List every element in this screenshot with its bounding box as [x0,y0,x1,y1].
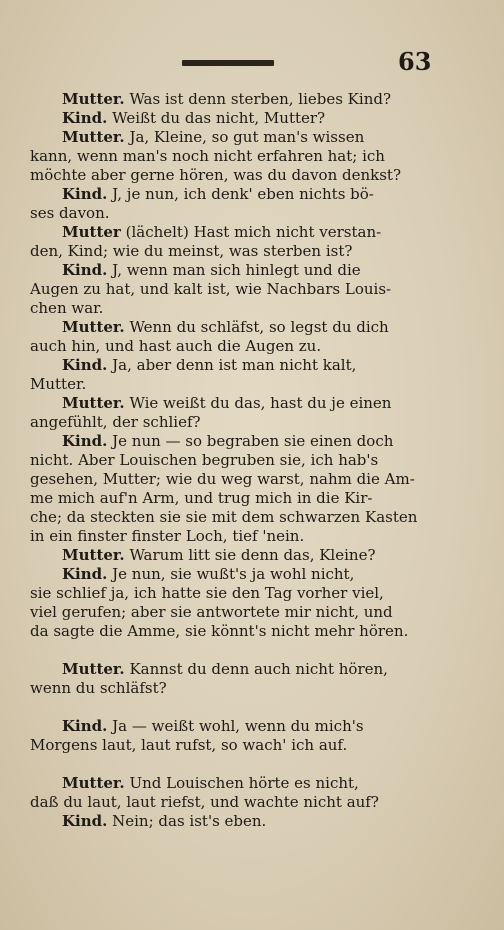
text-line [30,413,430,432]
line-text: Kannst du denn auch nicht hören, [124,660,388,678]
text-line [30,717,430,736]
line-text: viel gerufen; aber sie antwortete mir nicht, und [30,603,393,621]
text-line [30,793,430,812]
speaker-label: Mutter. [62,774,125,792]
text-line [30,470,430,489]
speaker-label: Mutter. [62,90,125,108]
line-text: auch hin, und hast auch die Augen zu. [30,337,322,355]
text-line [30,584,430,603]
speaker-label: Kind. [62,812,108,830]
text-line [30,660,430,679]
page-number: 63 [398,47,432,76]
line-text: Weißt du das nicht, Mutter? [107,109,326,127]
text-line [30,565,430,584]
line-text: den, Kind; wie du meinst, was sterben ist? [30,242,353,260]
line-text: möchte aber gerne hören, was du davon denkst? [30,166,401,184]
line-text: Was ist denn sterben, liebes Kind? [124,90,391,108]
text-line [30,489,430,508]
line-text: Ja, aber denn ist man nicht kalt, [107,356,357,374]
line-text: da sagte die Amme, sie könnt's nicht mehr hören. [30,622,409,640]
line-text: Ja, Kleine, so gut man's wissen [124,128,365,146]
line-text: ses davon. [30,204,110,222]
line-text: Wenn du schläfst, so legst du dich [124,318,389,336]
line-text: in ein finster finster Loch, tief 'nein. [30,527,305,545]
text-line [30,774,430,793]
line-text: J, je nun, ich denk' eben nichts bö- [107,185,374,203]
text-line [30,280,430,299]
text-line [30,109,430,128]
line-text: me mich auf'n Arm, und trug mich in die Kir- [30,489,373,507]
text-line [30,603,430,622]
line-text: Augen zu hat, und kalt ist, wie Nachbars Louis- [30,280,392,298]
speaker-label: Kind. [62,717,108,735]
line-text: Ja — weißt wohl, wenn du mich's [107,717,364,735]
speaker-label: Mutter. [62,318,125,336]
paragraph-gap [30,698,430,717]
line-text: J, wenn man sich hinlegt und die [107,261,361,279]
text-line [30,318,430,337]
text-line [30,508,430,527]
text-line [30,546,430,565]
line-text: wenn du schläfst? [30,679,167,697]
line-text: angefühlt, der schlief? [30,413,201,431]
text-line [30,204,430,223]
speaker-label: Kind. [62,185,108,203]
line-text: kann, wenn man's noch nicht erfahren hat; ich [30,147,385,165]
speaker-label: Kind. [62,432,108,450]
speaker-label: Mutter. [62,546,125,564]
line-text: Morgens laut, laut rufst, so wach' ich auf. [30,736,348,754]
speaker-label: Mutter [62,223,121,241]
speaker-label: Kind. [62,356,108,374]
text-line [30,166,430,185]
text-line [30,736,430,755]
text-line [30,812,430,831]
line-text: (lächelt) Hast mich nicht verstan- [120,223,382,241]
text-line [30,679,430,698]
text-line [30,90,430,109]
line-text: che; da steckten sie sie mit dem schwarzen Kasten [30,508,418,526]
speaker-label: Mutter. [62,394,125,412]
line-text: gesehen, Mutter; wie du weg warst, nahm die Am- [30,470,415,488]
text-line [30,299,430,318]
text-line [30,451,430,470]
speaker-label: Kind. [62,261,108,279]
text-line [30,261,430,280]
text-line [30,242,430,261]
line-text: chen war. [30,299,104,317]
dialogue-text-block [30,90,430,831]
line-text: nicht. Aber Louischen begruben sie, ich hab's [30,451,379,469]
text-line [30,432,430,451]
text-line [30,394,430,413]
line-text: Mutter. [30,375,87,393]
text-line [30,337,430,356]
speaker-label: Kind. [62,109,108,127]
line-text: sie schlief ja, ich hatte sie den Tag vorher viel, [30,584,384,602]
line-text: Je nun, sie wußt's ja wohl nicht, [107,565,355,583]
line-text: Wie weißt du das, hast du je einen [124,394,392,412]
line-text: Warum litt sie denn das, Kleine? [124,546,376,564]
text-line [30,375,430,394]
line-text: Nein; das ist's eben. [107,812,267,830]
line-text: daß du laut, laut riefst, und wachte nicht auf? [30,793,379,811]
line-text: Je nun — so begraben sie einen doch [107,432,394,450]
text-line [30,527,430,546]
paragraph-gap [30,755,430,774]
text-line [30,128,430,147]
paragraph-gap [30,641,430,660]
speaker-label: Kind. [62,565,108,583]
text-line [30,223,430,242]
speaker-label: Mutter. [62,128,125,146]
speaker-label: Mutter. [62,660,125,678]
text-line [30,356,430,375]
header-ornament-rule [182,60,274,66]
line-text: Und Louischen hörte es nicht, [124,774,359,792]
text-line [30,622,430,641]
text-line [30,185,430,204]
text-line [30,147,430,166]
